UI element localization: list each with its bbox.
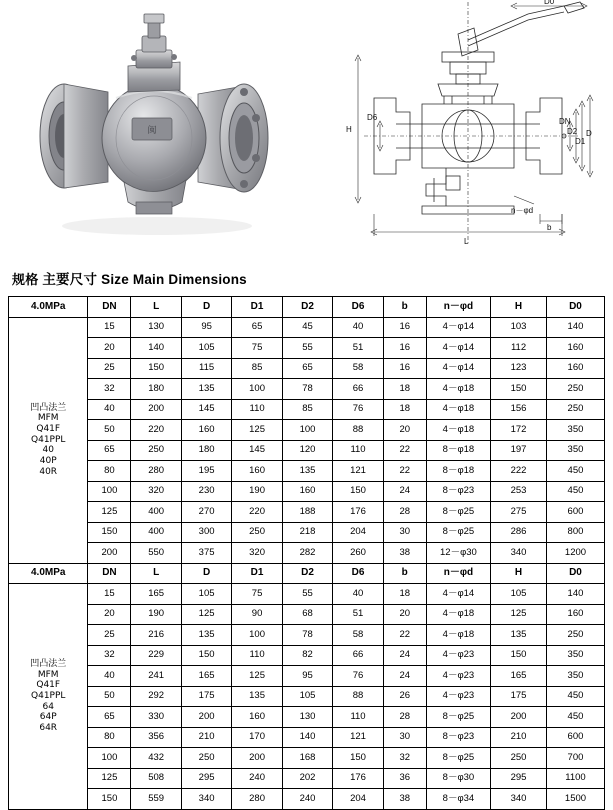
table-cell: 240: [282, 789, 332, 810]
table-row: [9, 461, 605, 482]
table-cell: 65: [88, 707, 131, 728]
table-cell: 175: [491, 686, 547, 707]
table-cell: 28: [383, 707, 426, 728]
table-cell: 135: [232, 686, 282, 707]
table-cell: 24: [383, 645, 426, 666]
table-cell: 112: [491, 338, 547, 359]
table-cell: 145: [232, 440, 282, 461]
ball-valve-dimension-drawing: [318, 0, 608, 252]
table-cell: 100: [88, 748, 131, 769]
table-cell: 100: [232, 625, 282, 646]
table-row: [9, 584, 605, 605]
table-cell: 8－φ30: [426, 768, 490, 789]
page-title-cn: 规格: [12, 273, 39, 288]
table-cell: 295: [491, 768, 547, 789]
table-cell: 80: [88, 461, 131, 482]
table-cell: 200: [491, 707, 547, 728]
figures-area: [0, 0, 613, 258]
column-header: H: [491, 563, 547, 584]
table-row: [9, 604, 605, 625]
table-cell: 24: [383, 666, 426, 687]
table-cell: 105: [491, 584, 547, 605]
table-cell: 559: [131, 789, 181, 810]
table-cell: 320: [131, 481, 181, 502]
table-cell: 450: [546, 686, 604, 707]
drawing-label-d1: D1: [575, 137, 586, 146]
table-cell: 250: [546, 399, 604, 420]
column-header: H: [491, 297, 547, 318]
table-cell: 160: [232, 461, 282, 482]
table-cell: 150: [88, 789, 131, 810]
column-header: n－φd: [426, 297, 490, 318]
table-cell: 125: [232, 420, 282, 441]
table-cell: 130: [131, 317, 181, 338]
table-cell: 38: [383, 789, 426, 810]
table-cell: 8－φ18: [426, 461, 490, 482]
table-cell: 75: [232, 584, 282, 605]
table-cell: 40: [333, 317, 383, 338]
table-cell: 340: [491, 543, 547, 564]
table-cell: 188: [282, 502, 332, 523]
table-cell: 175: [181, 686, 231, 707]
table-cell: 176: [333, 502, 383, 523]
table-cell: 38: [383, 543, 426, 564]
column-header: b: [383, 297, 426, 318]
table-cell: 160: [546, 604, 604, 625]
table-cell: 4－φ14: [426, 358, 490, 379]
table-cell: 160: [181, 420, 231, 441]
table-cell: 4－φ18: [426, 625, 490, 646]
table-cell: 300: [181, 522, 231, 543]
table-cell: 190: [131, 604, 181, 625]
table-cell: 66: [333, 645, 383, 666]
drawing-label-b: b: [547, 223, 552, 232]
table-cell: 55: [282, 584, 332, 605]
table-cell: 115: [181, 358, 231, 379]
table-row: [9, 768, 605, 789]
table-cell: 8－φ23: [426, 727, 490, 748]
table-row: [9, 727, 605, 748]
table-row: [9, 317, 605, 338]
table-cell: 180: [131, 379, 181, 400]
table-cell: 125: [232, 666, 282, 687]
table-cell: 40: [88, 399, 131, 420]
table-row: [9, 399, 605, 420]
table-cell: 90: [232, 604, 282, 625]
group-label: 凹凸法兰 MFM Q41F Q41PPL 40 40P 40R: [9, 317, 88, 563]
table-cell: 95: [282, 666, 332, 687]
table-cell: 55: [282, 338, 332, 359]
table-cell: 204: [333, 789, 383, 810]
table-cell: 8－φ25: [426, 502, 490, 523]
table-cell: 130: [282, 707, 332, 728]
table-cell: 125: [181, 604, 231, 625]
table-cell: 135: [181, 625, 231, 646]
svg-text:闽: 闽: [147, 126, 157, 136]
drawing-label-d2: D2: [567, 127, 578, 136]
table-cell: 216: [131, 625, 181, 646]
table-cell: 78: [282, 379, 332, 400]
column-header: D0: [546, 297, 604, 318]
table-cell: 16: [383, 338, 426, 359]
table-cell: 58: [333, 625, 383, 646]
dimensions-table-wrapper: [8, 296, 605, 810]
table-cell: 12－φ30: [426, 543, 490, 564]
table-cell: 145: [181, 399, 231, 420]
table-cell: 150: [333, 748, 383, 769]
table-cell: 340: [491, 789, 547, 810]
column-header: D1: [232, 297, 282, 318]
table-cell: 40: [88, 666, 131, 687]
table-cell: 22: [383, 625, 426, 646]
table-cell: 110: [333, 707, 383, 728]
table-cell: 220: [232, 502, 282, 523]
table-cell: 8－φ18: [426, 440, 490, 461]
table-cell: 32: [88, 379, 131, 400]
table-cell: 275: [491, 502, 547, 523]
table-cell: 4－φ23: [426, 686, 490, 707]
column-header: D0: [546, 563, 604, 584]
table-cell: 103: [491, 317, 547, 338]
table-cell: 76: [333, 666, 383, 687]
table-cell: 105: [282, 686, 332, 707]
table-cell: 200: [181, 707, 231, 728]
table-row: [9, 379, 605, 400]
table-cell: 280: [131, 461, 181, 482]
table-cell: 350: [546, 420, 604, 441]
column-header: DN: [88, 563, 131, 584]
table-cell: 190: [232, 481, 282, 502]
table-cell: 210: [491, 727, 547, 748]
table-row: [9, 666, 605, 687]
table-cell: 51: [333, 604, 383, 625]
table-cell: 25: [88, 625, 131, 646]
table-cell: 100: [282, 420, 332, 441]
table-cell: 22: [383, 440, 426, 461]
dimensions-table: [8, 296, 605, 810]
table-row: [9, 481, 605, 502]
table-cell: 210: [181, 727, 231, 748]
table-cell: 125: [88, 768, 131, 789]
table-cell: 140: [282, 727, 332, 748]
table-cell: 121: [333, 727, 383, 748]
table-cell: 140: [131, 338, 181, 359]
table-header-row: [9, 563, 605, 584]
table-cell: 1100: [546, 768, 604, 789]
table-cell: 800: [546, 522, 604, 543]
drawing-label-h: H: [346, 125, 352, 134]
table-cell: 80: [88, 727, 131, 748]
table-cell: 45: [282, 317, 332, 338]
table-cell: 105: [181, 338, 231, 359]
column-header: D: [181, 563, 231, 584]
table-cell: 110: [232, 399, 282, 420]
table-cell: 4－φ18: [426, 604, 490, 625]
table-cell: 4－φ18: [426, 379, 490, 400]
table-cell: 270: [181, 502, 231, 523]
table-cell: 120: [282, 440, 332, 461]
column-header: L: [131, 297, 181, 318]
table-cell: 36: [383, 768, 426, 789]
table-cell: 88: [333, 686, 383, 707]
table-cell: 30: [383, 727, 426, 748]
table-cell: 30: [383, 522, 426, 543]
table-cell: 20: [88, 338, 131, 359]
table-cell: 100: [88, 481, 131, 502]
table-cell: 320: [232, 543, 282, 564]
table-cell: 26: [383, 686, 426, 707]
table-cell: 282: [282, 543, 332, 564]
table-cell: 8－φ25: [426, 707, 490, 728]
table-cell: 75: [232, 338, 282, 359]
table-cell: 4－φ23: [426, 666, 490, 687]
table-cell: 8－φ34: [426, 789, 490, 810]
table-cell: 4－φ14: [426, 317, 490, 338]
table-cell: 22: [383, 461, 426, 482]
table-cell: 220: [131, 420, 181, 441]
page-title: [12, 268, 247, 288]
table-cell: 280: [232, 789, 282, 810]
column-header: b: [383, 563, 426, 584]
table-row: [9, 543, 605, 564]
table-cell: 222: [491, 461, 547, 482]
drawing-label-dn: DN: [559, 117, 571, 126]
table-cell: 168: [282, 748, 332, 769]
table-cell: 135: [282, 461, 332, 482]
table-row: [9, 789, 605, 810]
table-cell: 135: [491, 625, 547, 646]
column-header: D6: [333, 297, 383, 318]
table-cell: 400: [131, 502, 181, 523]
table-cell: 508: [131, 768, 181, 789]
table-cell: 550: [131, 543, 181, 564]
table-cell: 95: [181, 317, 231, 338]
table-cell: 286: [491, 522, 547, 543]
table-cell: 253: [491, 481, 547, 502]
table-row: [9, 420, 605, 441]
table-cell: 15: [88, 317, 131, 338]
table-cell: 32: [88, 645, 131, 666]
table-cell: 375: [181, 543, 231, 564]
table-cell: 350: [546, 440, 604, 461]
table-cell: 8－φ25: [426, 748, 490, 769]
table-cell: 4－φ23: [426, 645, 490, 666]
table-cell: 32: [383, 748, 426, 769]
drawing-label-d6: D6: [367, 113, 378, 122]
table-cell: 58: [333, 358, 383, 379]
table-cell: 4－φ14: [426, 338, 490, 359]
table-cell: 150: [491, 379, 547, 400]
table-cell: 450: [546, 481, 604, 502]
table-cell: 65: [232, 317, 282, 338]
table-cell: 200: [131, 399, 181, 420]
pressure-header: 4.0MPa: [9, 297, 88, 318]
table-cell: 218: [282, 522, 332, 543]
table-cell: 82: [282, 645, 332, 666]
table-cell: 432: [131, 748, 181, 769]
table-row: [9, 358, 605, 379]
table-cell: 18: [383, 379, 426, 400]
table-cell: 240: [232, 768, 282, 789]
table-cell: 140: [546, 584, 604, 605]
table-cell: 4－φ18: [426, 420, 490, 441]
table-cell: 4－φ18: [426, 399, 490, 420]
table-cell: 250: [232, 522, 282, 543]
drawing-label-holes: n－φd: [511, 206, 534, 215]
table-row: [9, 522, 605, 543]
table-cell: 350: [546, 645, 604, 666]
table-cell: 150: [333, 481, 383, 502]
page-title-en: 主要尺寸 Size Main Dimensions: [42, 272, 247, 287]
table-cell: 150: [131, 358, 181, 379]
table-cell: 4－φ14: [426, 584, 490, 605]
table-cell: 20: [383, 420, 426, 441]
table-cell: 165: [491, 666, 547, 687]
table-cell: 160: [282, 481, 332, 502]
table-cell: 250: [131, 440, 181, 461]
table-cell: 15: [88, 584, 131, 605]
table-cell: 85: [232, 358, 282, 379]
drawing-label-l: L: [464, 237, 469, 246]
table-cell: 295: [181, 768, 231, 789]
table-cell: 110: [232, 645, 282, 666]
table-cell: 241: [131, 666, 181, 687]
table-cell: 150: [181, 645, 231, 666]
table-row: [9, 502, 605, 523]
table-cell: 85: [282, 399, 332, 420]
table-cell: 65: [282, 358, 332, 379]
table-cell: 202: [282, 768, 332, 789]
table-cell: 100: [232, 379, 282, 400]
table-cell: 356: [131, 727, 181, 748]
table-cell: 229: [131, 645, 181, 666]
table-cell: 68: [282, 604, 332, 625]
table-cell: 123: [491, 358, 547, 379]
table-cell: 150: [88, 522, 131, 543]
table-cell: 76: [333, 399, 383, 420]
table-cell: 250: [181, 748, 231, 769]
group-label: 凹凸法兰 MFM Q41F Q41PPL 64 64P 64R: [9, 584, 88, 810]
table-cell: 400: [131, 522, 181, 543]
table-cell: 250: [546, 625, 604, 646]
table-cell: 197: [491, 440, 547, 461]
table-cell: 1500: [546, 789, 604, 810]
table-cell: 25: [88, 358, 131, 379]
table-row: [9, 686, 605, 707]
table-row: [9, 748, 605, 769]
table-cell: 200: [232, 748, 282, 769]
table-cell: 350: [546, 666, 604, 687]
column-header: n－φd: [426, 563, 490, 584]
table-cell: 50: [88, 420, 131, 441]
table-cell: 125: [491, 604, 547, 625]
table-cell: 292: [131, 686, 181, 707]
table-cell: 1200: [546, 543, 604, 564]
column-header: D6: [333, 563, 383, 584]
table-row: [9, 707, 605, 728]
table-cell: 24: [383, 481, 426, 502]
table-cell: 450: [546, 461, 604, 482]
table-cell: 700: [546, 748, 604, 769]
table-cell: 195: [181, 461, 231, 482]
table-cell: 65: [88, 440, 131, 461]
table-cell: 18: [383, 399, 426, 420]
table-cell: 330: [131, 707, 181, 728]
table-cell: 156: [491, 399, 547, 420]
flanged-ball-valve-photo: [12, 6, 302, 246]
table-cell: 170: [232, 727, 282, 748]
table-cell: 340: [181, 789, 231, 810]
table-cell: 20: [383, 604, 426, 625]
table-cell: 230: [181, 481, 231, 502]
column-header: L: [131, 563, 181, 584]
table-cell: 16: [383, 317, 426, 338]
table-cell: 200: [88, 543, 131, 564]
table-cell: 600: [546, 502, 604, 523]
table-cell: 110: [333, 440, 383, 461]
table-cell: 8－φ25: [426, 522, 490, 543]
table-cell: 28: [383, 502, 426, 523]
table-cell: 140: [546, 317, 604, 338]
table-row: [9, 625, 605, 646]
table-cell: 450: [546, 707, 604, 728]
pressure-header: 4.0MPa: [9, 563, 88, 584]
table-cell: 78: [282, 625, 332, 646]
table-cell: 172: [491, 420, 547, 441]
table-cell: 204: [333, 522, 383, 543]
table-cell: 50: [88, 686, 131, 707]
table-cell: 121: [333, 461, 383, 482]
table-cell: 176: [333, 768, 383, 789]
drawing-label-d: D: [586, 129, 592, 138]
table-cell: 125: [88, 502, 131, 523]
table-row: [9, 645, 605, 666]
column-header: D2: [282, 563, 332, 584]
table-cell: 66: [333, 379, 383, 400]
table-cell: 51: [333, 338, 383, 359]
table-cell: 160: [546, 338, 604, 359]
table-cell: 88: [333, 420, 383, 441]
table-cell: 260: [333, 543, 383, 564]
table-row: [9, 338, 605, 359]
table-cell: 105: [181, 584, 231, 605]
table-row: [9, 440, 605, 461]
table-cell: 16: [383, 358, 426, 379]
table-cell: 40: [333, 584, 383, 605]
table-cell: 165: [181, 666, 231, 687]
column-header: DN: [88, 297, 131, 318]
table-cell: 180: [181, 440, 231, 461]
table-cell: 250: [546, 379, 604, 400]
column-header: D2: [282, 297, 332, 318]
table-cell: 135: [181, 379, 231, 400]
table-header-row: [9, 297, 605, 318]
column-header: D: [181, 297, 231, 318]
table-cell: 250: [491, 748, 547, 769]
table-cell: 165: [131, 584, 181, 605]
table-cell: 150: [491, 645, 547, 666]
table-cell: 18: [383, 584, 426, 605]
column-header: D1: [232, 563, 282, 584]
table-cell: 160: [232, 707, 282, 728]
table-cell: 600: [546, 727, 604, 748]
drawing-label-d0: D0: [544, 0, 555, 6]
table-cell: 8－φ23: [426, 481, 490, 502]
table-cell: 20: [88, 604, 131, 625]
table-cell: 160: [546, 358, 604, 379]
